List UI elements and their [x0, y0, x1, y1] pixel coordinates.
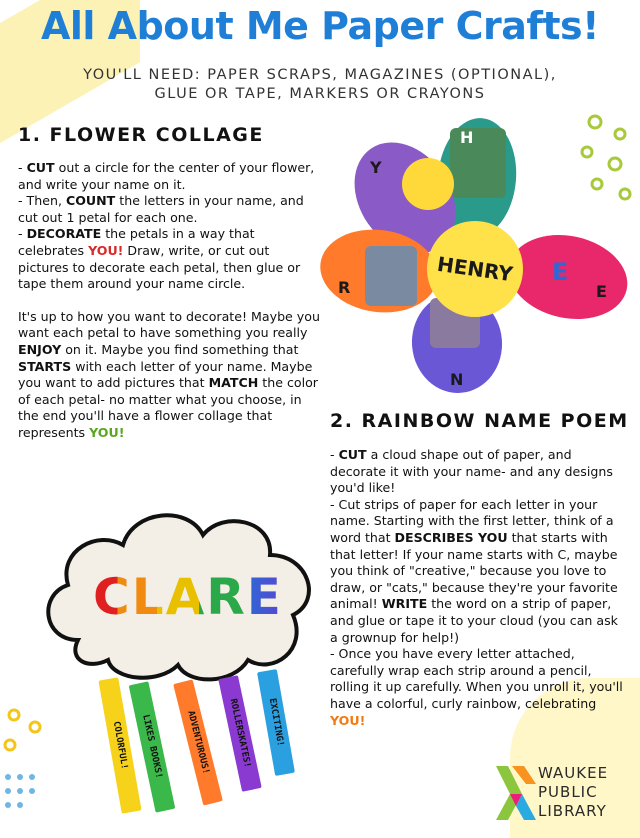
- petal-letter: H: [460, 128, 474, 147]
- logo-line: PUBLIC: [538, 783, 598, 801]
- robot-picture: [365, 246, 417, 306]
- petal-letter: E: [552, 258, 569, 286]
- strip-e: EXCITING!: [257, 669, 295, 776]
- strip-r: ROLLERSKATES!: [218, 675, 261, 792]
- cloud-name: CLARE: [78, 568, 298, 626]
- logo-line: WAUKEE: [538, 764, 609, 782]
- strip-l: LIKES BOOKS!: [129, 681, 176, 812]
- petal-letter: E: [596, 282, 607, 301]
- materials-list: YOU'LL NEED: PAPER SCRAPS, MAGAZINES (OPTIONAL), GLUE OR TAPE, MARKERS OR CRAYONS: [83, 67, 557, 102]
- decorative-dots: [0, 705, 60, 825]
- library-logo-icon: [494, 764, 538, 822]
- flower-center: HENRY: [427, 221, 523, 317]
- petal-letter: N: [450, 370, 464, 389]
- strip-c: COLORFUL!: [98, 677, 141, 813]
- flower-instructions: - CUT out a circle for the center of your flower, and write your name on it. - Then, COUNT the letters in your name, and cut out 1 petal for each one. - DECORATE the petals in a way that celebrates YOU! Draw, write, or cut out pictures to decorate each petal, then glue or tape them around your name circle. It's up to how you want to decorate! Maybe you want each petal to have something you really ENJOY on it. Maybe you find something that STARTS with each letter of your name. Maybe you want to add pictures that MATCH the color of each petal- no matter what you choose, in the end you'll have a flower collage that represents YOU!: [18, 160, 320, 440]
- petal-letter: R: [338, 278, 351, 297]
- decorative-dots: [575, 112, 640, 212]
- logo-line: LIBRARY: [538, 802, 607, 820]
- petal-letter: Y: [370, 158, 382, 177]
- library-logo: [494, 764, 634, 824]
- landscape-picture: [450, 128, 506, 198]
- section-heading-flower: 1. FLOWER COLLAGE: [18, 124, 264, 146]
- rainbow-cloud-image: [38, 490, 328, 820]
- rainbow-instructions: - CUT a cloud shape out of paper, and decorate it with your name- and any designs you'd like! - Cut strips of paper for each letter in your name. Starting with the first letter, think of a word that DESCRIBES YOU that starts with that letter! If your name starts with C, maybe you think of "creative," because you love to draw, or "cats," because they're your favorite animal! WRITE the word on a strip of paper, and glue or tape it to your cloud (you can ask a grownup for help!) - Once you have every letter attached, carefully wrap each strip around a pencil, rolling it up carefully. When you unroll it, you'll have a colorful, curly rainbow, celebrating YOU!: [330, 447, 623, 728]
- strip-a: ADVENTUROUS!: [173, 679, 223, 805]
- section-heading-rainbow: 2. RAINBOW NAME POEM: [330, 410, 629, 432]
- smiley-sticker: [402, 158, 454, 210]
- page-title: All About Me Paper Crafts!: [40, 4, 599, 48]
